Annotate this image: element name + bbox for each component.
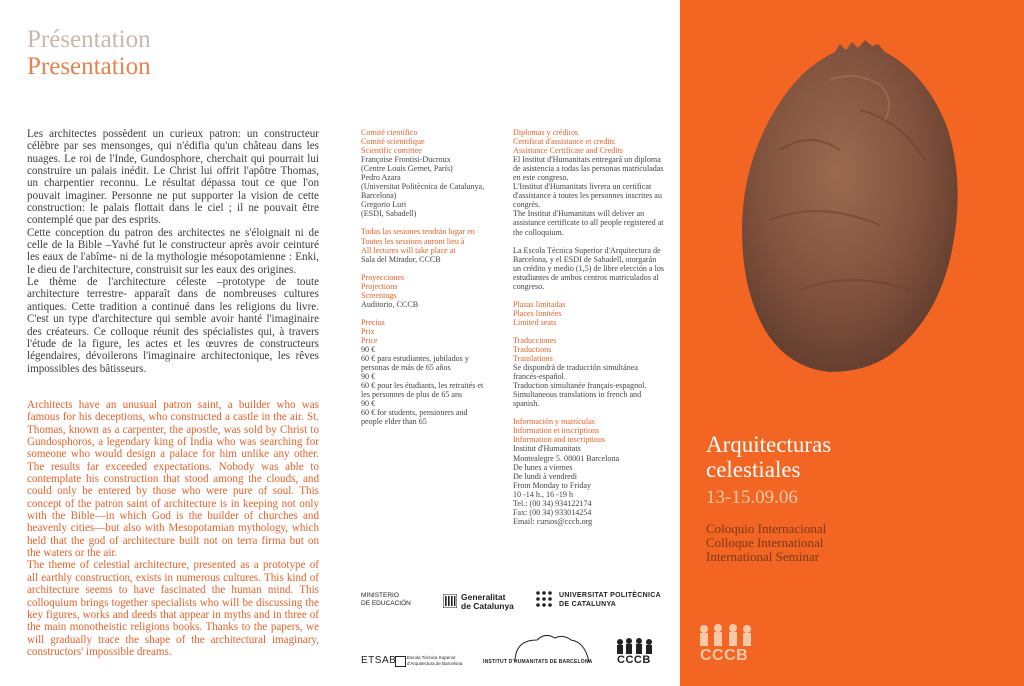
- institut-arches-icon: [485, 632, 605, 662]
- block-line: 90 €: [361, 399, 376, 409]
- block-head: Information and inscriptions: [513, 435, 606, 445]
- cover-title: [706, 432, 831, 482]
- block-line: Fax: (00 34) 933014254: [513, 507, 592, 517]
- generalitat-line: de Catalunya: [461, 601, 514, 611]
- heading-presentation-en: Presentation: [27, 53, 151, 80]
- block-line: L'Institut d'Humanitats livrera un certificat d'assistance à toutes les personnes inscrites au congrès.: [513, 182, 662, 210]
- ministerio-line: MINISTERIO: [361, 592, 399, 599]
- seminar-line: Colloque International: [706, 535, 824, 550]
- block-head: Translations: [513, 354, 553, 364]
- block-line: Se dispondrá de traducción simultánea francés-español.: [513, 363, 638, 382]
- block-head: Traducciones: [513, 335, 557, 345]
- ministerio-line: DE EDUCACIÓN: [361, 599, 411, 607]
- block-line: Sala del Mirador, CCCB: [361, 254, 441, 264]
- block-head: Certificat d'assistance et credits: [513, 137, 615, 147]
- etsab-sub-line: d'Arquitectura de Barcelona: [407, 660, 463, 666]
- block-line: 10 -14 h., 16 -19 h: [513, 489, 574, 499]
- block-head: Scientific comittee: [361, 146, 422, 156]
- heading-presentation-fr: Présentation: [27, 26, 151, 53]
- cover-title-line: celestiales: [706, 457, 801, 482]
- screenings-block: [361, 273, 491, 309]
- cccb-figures-icon: [615, 637, 655, 655]
- block-head: Prix: [361, 326, 375, 336]
- prices-block: [361, 318, 491, 427]
- english-presentation-text: [27, 399, 319, 658]
- block-head: Toutes les sessions auront lieu à: [361, 236, 465, 246]
- en-paragraph: The theme of celestial architecture, presented as a prototype of all earthly construction, exists in numerous cultures. This kind of architecture seems to have fascinated the human mind. This colloquium brings together specialists who will be discussing the key figures, works and deeds that appear in myths and in three of the main monotheistic religions books. Thanks to the papers, we will gradually trace the shape of the architectural imaginary, constructors' impossible dreams.: [27, 559, 319, 658]
- block-head: Assistance Certificate and Credits: [513, 146, 623, 156]
- block-head: Comité científico: [361, 128, 418, 137]
- block-line: Email: cursos@cccb.org: [513, 516, 593, 526]
- block-line: De lunes a viernes: [513, 462, 573, 472]
- cover-title-line: Arquitecturas: [706, 432, 832, 457]
- block-line: (Universitat Politècnica de Catalunya, Barcelona): [361, 182, 485, 201]
- block-head: All lectures will take place at: [361, 245, 456, 255]
- cccb-logo-cover: [697, 623, 757, 669]
- upc-dots-icon: [535, 590, 553, 608]
- cover-seminar: [706, 522, 826, 564]
- limited-seats-block: [513, 300, 665, 327]
- block-head: Comité scientifique: [361, 137, 425, 147]
- block-line: Pedro Azara: [361, 173, 401, 183]
- block-line: 90 €: [361, 372, 376, 382]
- institut-label: INSTITUT D'HUMANITATS DE BARCELONA: [483, 659, 593, 665]
- cccb-cover-label: CCCB: [700, 647, 749, 664]
- french-presentation-text: [27, 128, 319, 375]
- etsab-sub-line: Escola Tècnica Superior: [407, 655, 456, 660]
- block-line: Françoise Frontisi-Ducroux: [361, 155, 451, 165]
- seminar-line: International Seminar: [706, 549, 819, 564]
- ministerio-logo: [361, 592, 411, 607]
- committee-block: [361, 128, 491, 218]
- block-line: Montealegre 5. 08001 Barcelona: [513, 453, 620, 463]
- block-head: Precios: [361, 317, 385, 327]
- info-block: [513, 417, 665, 526]
- fr-paragraph: Cette conception du patron des architectes ne s'éloignait ni de celle de la Bible –Yavhé fut le constructeur après avoir ceinturé les eaux de l'abîme- ni de la mythologie mésopotamienne : Enki, le dieu de l'architecture, construisit sur les eaux des origines.: [27, 226, 319, 276]
- en-paragraph: Architects have an unusual patron saint, a builder who was famous for his deceptions, who constructed a castle in the air. St. Thomas, known as a carpenter, the apostle, was sold by Christ to Gundosphoros, a legendary king of India who was searching for someone who would design a palace for him unlike any other. The results far exceeded expectations. Nobody was able to contemplate his construction that stood among the clouds, and could only be entered by those who were pure of soul. This concept of the patron saint of architecture is in keeping not only with the Bible—in which God is the builder of churches and heavenly cities—but also with Mesopotamian mythology, which held that the god of architecture built not on terra firma but on the waters or the air.: [27, 399, 319, 560]
- block-head: Places limitées: [513, 308, 562, 318]
- cover-dates: 13-15.09.06: [706, 487, 798, 508]
- cccb-figures-icon: [697, 623, 755, 647]
- block-head: Projections: [361, 281, 398, 291]
- fr-paragraph: Les architectes possèdent un curieux patron: un constructeur célèbre par ses mensonges, qui n'édifia qu'un château dans les nuages. Le roi de l'Inde, Gundosphore, cherchait qui pourrait lui construire un palais inédit. Le Christ lui offrit l'apôtre Thomas, un charpentier reconnu. Le résultat dépassa tout ce que l'on pouvait imaginer. Personne ne put supporter la vision de cette construction: le palais flottait dans le ciel ; il ne pouvait être contemplé que par des esprits.: [27, 128, 319, 227]
- fr-paragraph: Le thème de l'architecture céleste –prototype de toute architecture terrestre- apparaît dans de nombreuses cultures antiques. Cette tradition a continué dans les religions du livre. C'est un type d'architecture qui semble avoir hanté l'imaginaire des créateurs. Ce colloque réunit des spécialistes qui, à travers l'étude de la figure, les actes et les œuvres de constructeurs légendaires, dévoilerons l'imaginaire architectonique, les rêves impossibles des bâtisseurs.: [27, 276, 319, 375]
- block-head: Todas las sesiones tendrán lugar en: [361, 227, 475, 237]
- block-line: De lundi à vendredi: [513, 471, 578, 481]
- block-head: Diplomas y créditos: [513, 128, 579, 137]
- block-line: El Institut d'Humanitats entregará un diploma de asistencia a todas las personas matriculadas en este congreso.: [513, 155, 664, 183]
- block-line: 60 € pour les étudiants, les retraités et les personnes de plus de 65 ans: [361, 381, 484, 400]
- block-head: Información y matrículas: [513, 417, 595, 427]
- upc-line: DE CATALUNYA: [559, 600, 617, 608]
- block-head: Limited seats: [513, 317, 557, 327]
- info-column-1: [361, 128, 491, 435]
- block-head: Screenings: [361, 290, 397, 300]
- info-column-2: [513, 128, 665, 535]
- block-line: From Monday to Friday: [513, 480, 592, 490]
- credits-note-block: [513, 246, 665, 291]
- block-line: Institut d'Humanitats: [513, 444, 581, 454]
- block-line: The Institut d'Humanitats will deliver an assistance certificate to all people registered at the colloquium.: [513, 209, 664, 237]
- diplomas-block: [513, 128, 665, 237]
- block-line: 60 € for students, pensioners and people elder than 65: [361, 408, 468, 427]
- block-line: 90 €: [361, 344, 376, 354]
- celestial-stone-image: [680, 0, 1024, 400]
- block-line: Traduction simultanée français-espagnol.: [513, 381, 647, 391]
- block-line: Tel.: (00 34) 934122174: [513, 498, 592, 508]
- block-line: La Escola Tècnica Superior d'Arquitectura de Barcelona, y el ESDI de Sabadell, otorgarán un crédito y medio (1,5) de libre elección a los estudiantes de ambos centros matriculados al congreso.: [513, 245, 665, 291]
- block-head: Traductions: [513, 344, 552, 354]
- venue-block: [361, 227, 491, 263]
- cccb-small-label: CCCB: [617, 654, 651, 666]
- etsab-subtitle: [407, 655, 462, 666]
- generalitat-line: Generalitat: [461, 592, 506, 602]
- etsab-logo: ETSAB: [361, 655, 397, 666]
- block-head: Information et inscriptions: [513, 426, 600, 436]
- seminar-line: Coloquio Internacional: [706, 521, 827, 536]
- institut-logo: [483, 632, 608, 672]
- generalitat-emblem-icon: [443, 594, 457, 608]
- block-head: Plazas limitadas: [513, 299, 566, 309]
- etsab-mark-icon: [395, 656, 406, 667]
- block-line: Simultaneous translations in french and spanish.: [513, 390, 642, 409]
- cover-panel: [680, 0, 1024, 686]
- block-line: (ESDI, Sabadell): [361, 209, 417, 219]
- translations-block: [513, 336, 665, 408]
- upc-line: UNIVERSITAT POLITÈCNICA: [559, 592, 661, 599]
- block-head: Price: [361, 335, 378, 345]
- block-line: Auditorio, CCCB: [361, 299, 419, 309]
- cccb-logo-small: [615, 637, 655, 669]
- block-head: Proyecciones: [361, 272, 405, 282]
- block-line: 60 € para estudiantes, jubilados y personas de más de 65 años: [361, 354, 469, 373]
- block-line: (Centre Louis Gernet, París): [361, 164, 453, 174]
- block-line: Gregorio Luri: [361, 200, 407, 210]
